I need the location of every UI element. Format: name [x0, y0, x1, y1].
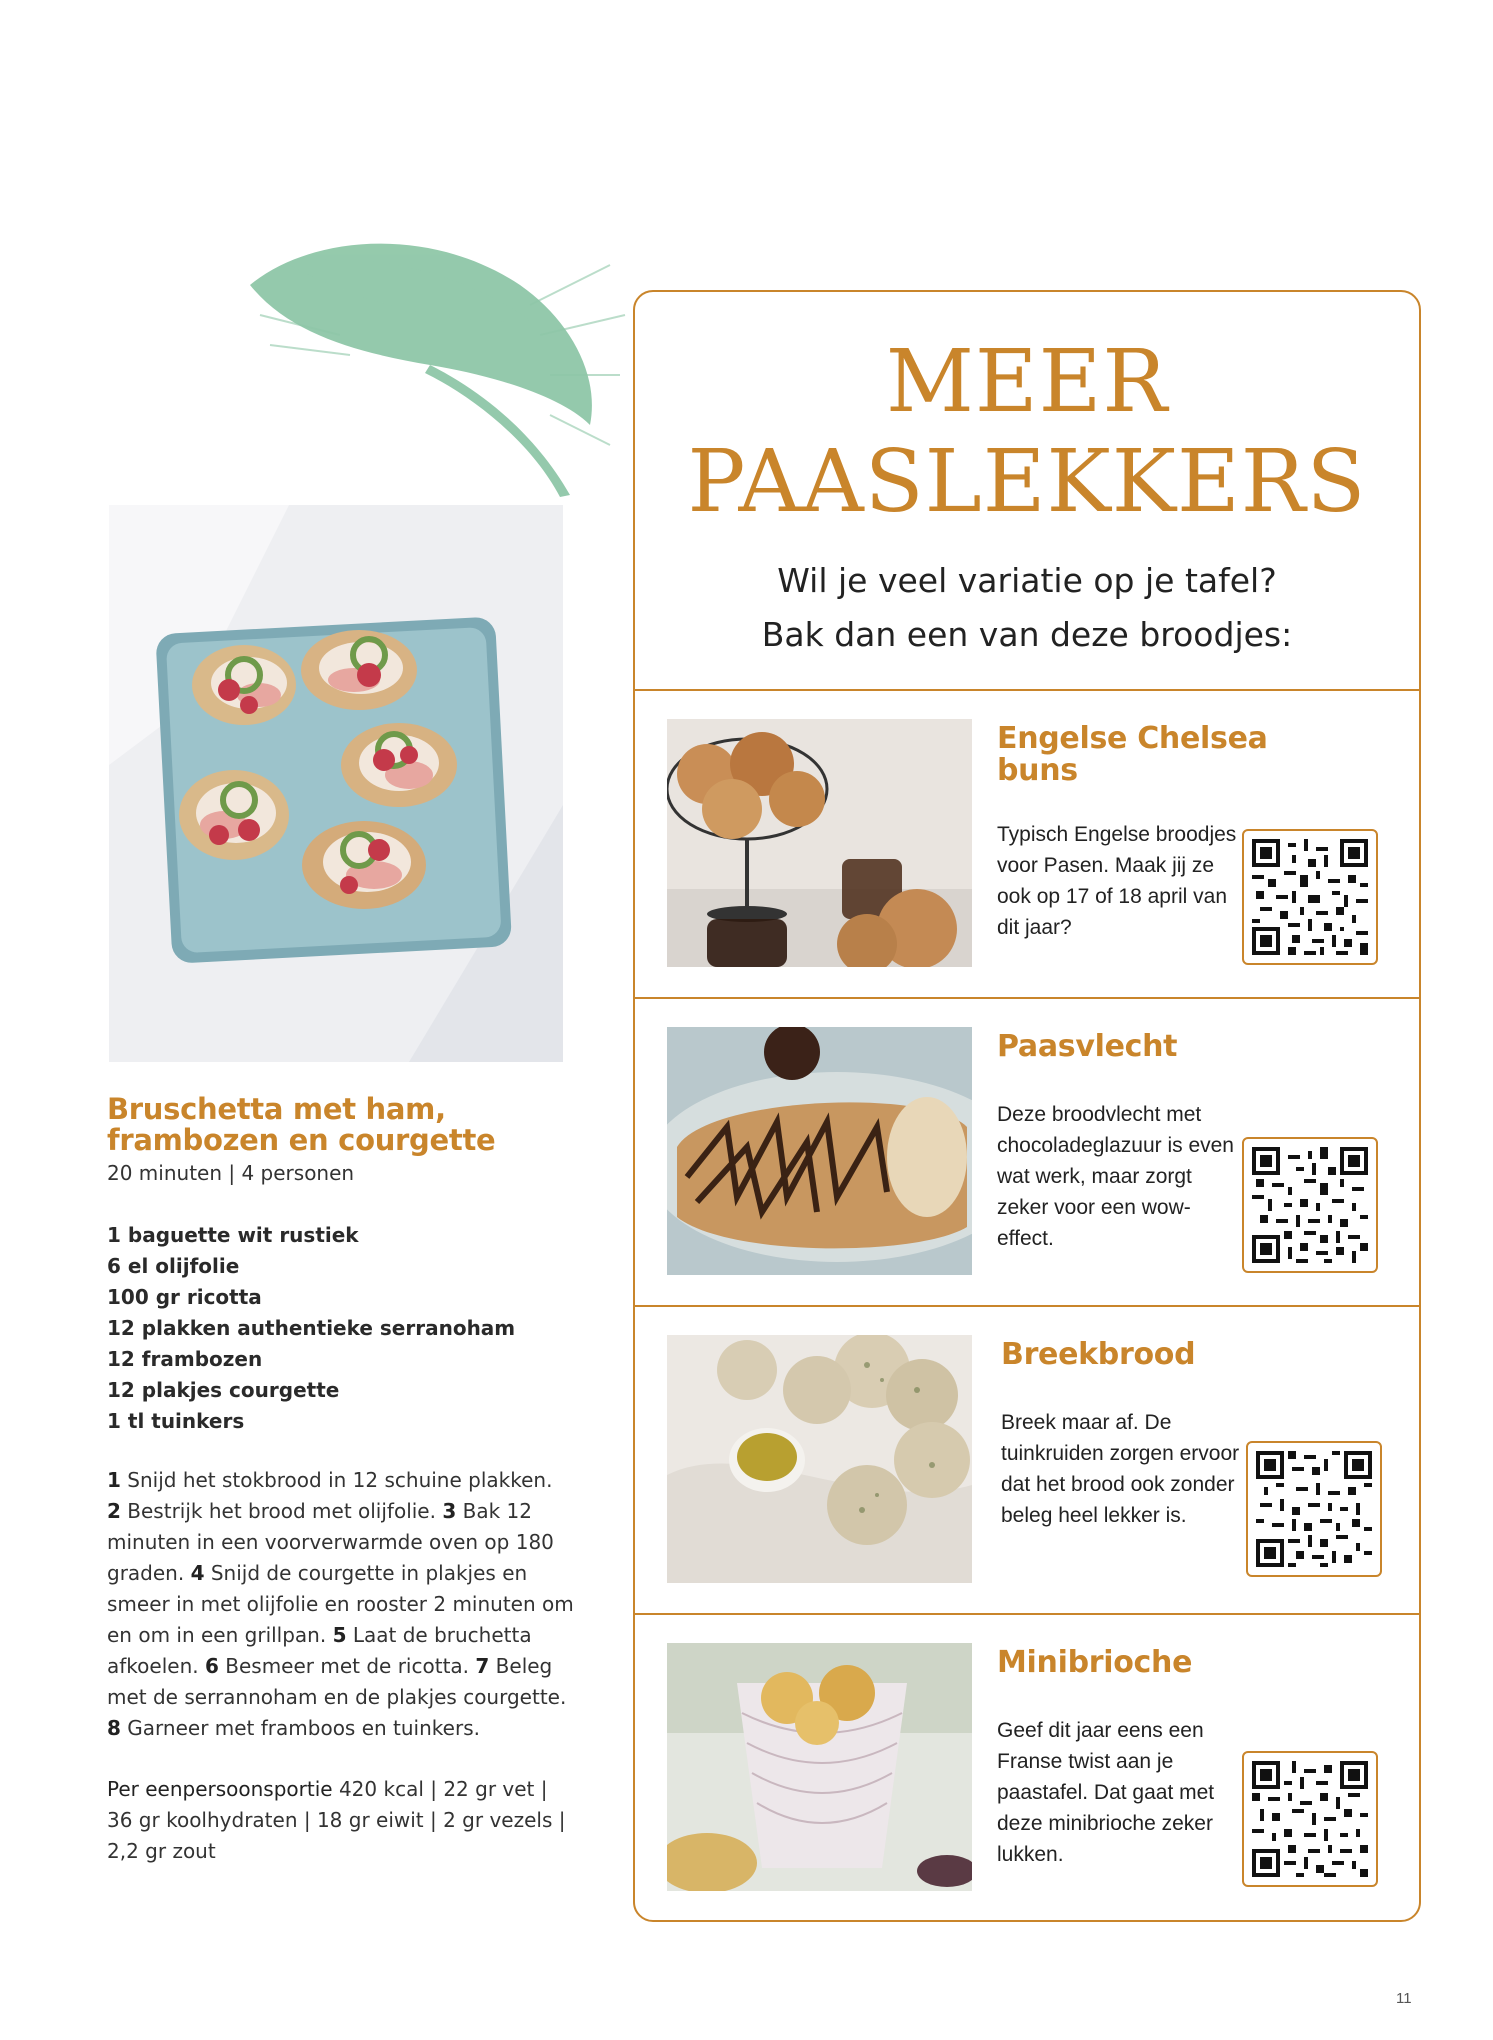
ingredient-list	[107, 1220, 577, 1437]
qr-code-icon	[1256, 1451, 1372, 1567]
qr-code-icon	[1252, 1761, 1368, 1877]
recipe-card-minibrioche[interactable]	[635, 1613, 1419, 1921]
qr-code-icon	[1252, 1147, 1368, 1263]
step-number: 4	[190, 1561, 205, 1585]
recipe-card-description: Deze broodvlecht met chocoladeglazuur is even wat werk, maar zorgt zeker voor een wow-effect.	[997, 1103, 1234, 1250]
qr-code[interactable]	[1242, 1137, 1378, 1273]
step-text: Bestrijk het brood met olijfolie.	[127, 1499, 436, 1523]
step-text: Beleg met de serrannoham en de plakjes courgette.	[107, 1654, 567, 1709]
recipe-card-title[interactable]: Engelse Chelsea buns	[997, 721, 1268, 788]
recipe-card-title[interactable]: Minibrioche	[997, 1645, 1193, 1680]
feather-decoration	[230, 225, 630, 505]
ingredient-item: 100 gr ricotta	[107, 1285, 262, 1309]
bruschetta-photo	[109, 505, 563, 1062]
recipe-title: Bruschetta met ham, frambozen en courgette	[107, 1092, 496, 1157]
step-text: Garneer met framboos en tuinkers.	[127, 1716, 480, 1740]
page-number: 11	[1396, 1990, 1412, 2007]
qr-code[interactable]	[1246, 1441, 1382, 1577]
qr-code[interactable]	[1242, 829, 1378, 965]
panel-title: MEER PAASLEKKERS	[687, 332, 1367, 532]
step-number: 5	[332, 1623, 347, 1647]
step-text: Snijd de courgette in plakjes en smeer in met olijfolie en rooster 2 minuten om en om in een grillpan.	[107, 1561, 574, 1647]
nutrition-label: Per eenpersoonsportie	[107, 1777, 333, 1801]
nutrition-values: 420 kcal | 22 gr vet | 36 gr koolhydraten | 18 gr eiwit | 2 gr vezels | 2,2 gr zout	[107, 1777, 566, 1863]
step-number: 7	[475, 1654, 490, 1678]
recipe-card-title[interactable]: Breekbrood	[1001, 1337, 1196, 1372]
step-text: Besmeer met de ricotta.	[225, 1654, 470, 1678]
step-text: Snijd het stokbrood in 12 schuine plakken.	[127, 1468, 553, 1492]
ingredient-item: 12 plakjes courgette	[107, 1378, 340, 1402]
recipe-card-paasvlecht[interactable]	[635, 997, 1419, 1305]
ingredient-item: 12 frambozen	[107, 1347, 263, 1371]
recipe-card-description: Typisch Engelse broodjes voor Pasen. Maak jij ze ook op 17 of 18 april van dit jaar?	[997, 823, 1237, 939]
ingredient-item: 6 el olijfolie	[107, 1254, 240, 1278]
breekbrood-photo	[667, 1335, 972, 1583]
recipe-section	[107, 1094, 577, 1867]
recipe-card-description: Breek maar af. De tuinkruiden zorgen ervoor dat het brood ook zonder beleg heel lekker is.	[1001, 1411, 1240, 1527]
ingredient-item: 1 tl tuinkers	[107, 1409, 245, 1433]
nutrition-info	[107, 1774, 577, 1867]
step-text: Laat de bruchetta afkoelen.	[107, 1623, 532, 1678]
recipe-card-description: Geef dit jaar eens een Franse twist aan je paastafel. Dat gaat met deze minibrioche zeker lukken.	[997, 1719, 1215, 1866]
step-number: 6	[204, 1654, 219, 1678]
ingredient-item: 1 baguette wit rustiek	[107, 1223, 359, 1247]
step-number: 2	[107, 1499, 121, 1523]
panel-subtitle: Wil je veel variatie op je tafel? Bak dan een van deze broodjes:	[761, 561, 1293, 654]
recipe-steps	[107, 1465, 577, 1744]
step-number: 8	[107, 1716, 121, 1740]
step-text: Bak 12 minuten in een voorverwarmde oven op 180 graden.	[107, 1499, 554, 1585]
minibrioche-photo	[667, 1643, 972, 1891]
more-easter-panel	[633, 290, 1421, 1922]
qr-code[interactable]	[1242, 1751, 1378, 1887]
paasvlecht-photo	[667, 1027, 972, 1275]
recipe-meta: 20 minuten | 4 personen	[107, 1161, 355, 1185]
step-number: 3	[442, 1499, 457, 1523]
recipe-card-chelsea-buns[interactable]	[635, 689, 1419, 997]
qr-code-icon	[1252, 839, 1368, 955]
step-number: 1	[107, 1468, 121, 1492]
recipe-card-breekbrood[interactable]	[635, 1305, 1419, 1613]
recipe-card-title[interactable]: Paasvlecht	[997, 1029, 1178, 1064]
ingredient-item: 12 plakken authentieke serranoham	[107, 1316, 516, 1340]
chelsea-buns-photo	[667, 719, 972, 967]
